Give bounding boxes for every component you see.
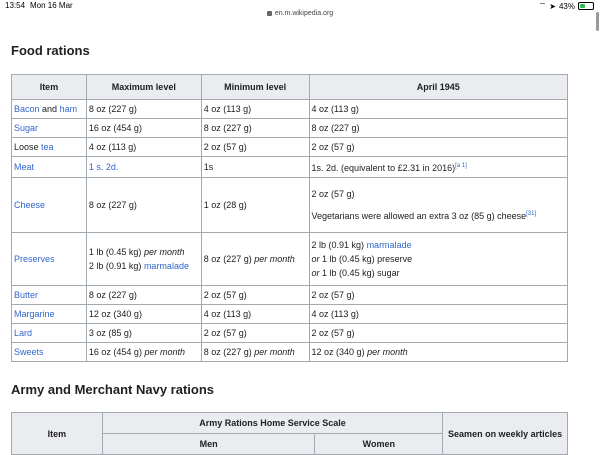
cell-line: [89, 259, 199, 273]
cell-line: [312, 307, 565, 321]
cell-max: [86, 305, 201, 324]
cell-text: 2 oz (57 g): [203, 328, 247, 338]
url-bar[interactable]: [0, 10, 600, 22]
cell-text: 2 oz (57 g): [203, 290, 247, 300]
cell-text: 1 oz (28 g): [203, 200, 247, 210]
cell-min: [201, 157, 309, 178]
cell-max: [86, 324, 201, 343]
table-row: [12, 100, 568, 119]
cell-line: [89, 307, 199, 321]
column-header: Item: [12, 75, 87, 100]
cell-line: [312, 326, 565, 340]
cell-line: [312, 121, 565, 135]
cell-min: [201, 324, 309, 343]
cell-text: 16 oz (454 g): [88, 347, 145, 357]
cell-line: [312, 345, 565, 359]
table-row: [12, 119, 568, 138]
wiki-link[interactable]: Preserves: [14, 254, 55, 264]
table-row: [12, 324, 568, 343]
cell-item: [12, 324, 87, 343]
cell-line: [204, 102, 307, 116]
cell-apr: [309, 138, 567, 157]
italic-text: per month: [254, 347, 295, 357]
table-row: [12, 233, 568, 286]
cell-item: [12, 100, 87, 119]
cell-line: [204, 288, 307, 302]
cell-max: [86, 100, 201, 119]
wiki-link[interactable]: tea: [41, 142, 54, 152]
table-row: [12, 138, 568, 157]
cell-line: [89, 198, 199, 212]
cell-line: [89, 102, 199, 116]
cell-apr: [309, 343, 567, 362]
cell-text: 12 oz (340 g): [311, 347, 368, 357]
cell-item: [12, 119, 87, 138]
cell-line: [312, 207, 565, 223]
cell-item: [12, 157, 87, 178]
table-row: [12, 305, 568, 324]
section-heading-army: Army and Merchant Navy rations: [11, 382, 215, 397]
wiki-link[interactable]: Sweets: [14, 347, 44, 357]
cell-text: 3 oz (85 g): [88, 328, 132, 338]
cell-apr: [309, 119, 567, 138]
cell-text: 2 oz (57 g): [311, 142, 355, 152]
army-col-group: Army Rations Home Service Scale: [102, 413, 442, 434]
status-time: 13:54: [5, 1, 26, 10]
cell-text: 1 lb (0.45 kg): [88, 247, 144, 257]
cell-item: [12, 233, 87, 286]
food-rations-table: [11, 74, 568, 362]
cell-text: 2 lb (0.91 kg): [88, 261, 144, 271]
wiki-link[interactable]: Meat: [14, 162, 35, 172]
cell-line: [312, 288, 565, 302]
cell-text: 4 oz (113 g): [311, 309, 359, 319]
cell-text: 8 oz (227 g): [203, 123, 252, 133]
cell-item: [12, 286, 87, 305]
wiki-link[interactable]: Margarine: [14, 309, 55, 319]
cell-min: [201, 343, 309, 362]
cell-item: [12, 343, 87, 362]
cell-min: [201, 233, 309, 286]
cell-line: [204, 326, 307, 340]
cell-line: [204, 121, 307, 135]
cell-item: [12, 305, 87, 324]
cell-text: 16 oz (454 g): [88, 123, 142, 133]
cell-text: 4 oz (113 g): [88, 142, 137, 152]
cell-line: [312, 266, 565, 280]
cell-text: 8 oz (227 g): [203, 347, 255, 357]
cell-min: [201, 138, 309, 157]
cell-line: [204, 198, 307, 212]
location-icon: ➤: [549, 1, 556, 11]
cell-apr: [309, 100, 567, 119]
cell-line: [89, 345, 199, 359]
wifi-icon: ⌔: [538, 1, 547, 10]
cell-line: [89, 326, 199, 340]
battery-fill: [580, 4, 585, 8]
cell-text: 8 oz (227 g): [203, 254, 255, 264]
cell-line: [204, 252, 307, 266]
cell-text: and: [39, 104, 60, 114]
cell-apr: [309, 178, 567, 233]
cell-line: [312, 140, 565, 154]
cell-text: 2 oz (57 g): [311, 290, 355, 300]
battery-percent: 43%: [558, 1, 575, 11]
cell-max: [86, 343, 201, 362]
column-header: April 1945: [309, 75, 567, 100]
cell-line: [89, 245, 199, 259]
cell-text: 1 lb (0.45 kg) preserve: [319, 254, 413, 264]
cell-apr: [309, 233, 567, 286]
cell-max: [86, 138, 201, 157]
cell-max: [86, 286, 201, 305]
cell-line: [89, 121, 199, 135]
cell-text: 8 oz (227 g): [88, 104, 137, 114]
column-header: Minimum level: [201, 75, 309, 100]
cell-apr: [309, 305, 567, 324]
cell-text: 8 oz (227 g): [88, 200, 137, 210]
cell-line: [204, 140, 307, 154]
cell-line: [89, 140, 199, 154]
cell-item: [12, 178, 87, 233]
status-date: Mon 16 Mar: [30, 1, 73, 10]
reference-link[interactable]: [a 1]: [455, 163, 467, 169]
cell-text: 2 oz (57 g): [203, 142, 247, 152]
wiki-link[interactable]: ham: [59, 104, 78, 114]
cell-text: 1s. 2d. (equivalent to £2.31 in 2016): [311, 163, 456, 173]
cell-max: [86, 119, 201, 138]
italic-text: or: [311, 268, 320, 278]
cell-text: 2 lb (0.91 kg): [311, 240, 367, 250]
cell-text: Loose: [14, 142, 42, 152]
italic-text: per month: [144, 347, 185, 357]
url-text: en.m.wikipedia.org: [274, 10, 334, 17]
wiki-link[interactable]: Bacon: [14, 104, 40, 114]
cell-min: [201, 119, 309, 138]
cell-line: [312, 252, 565, 266]
cell-line: [89, 160, 199, 174]
cell-min: [201, 286, 309, 305]
section-heading-food: Food rations: [11, 43, 90, 58]
wiki-link[interactable]: Lard: [14, 328, 33, 338]
wiki-link[interactable]: Butter: [14, 290, 39, 300]
army-col-seamen: Seamen on weekly articles: [443, 413, 568, 455]
cell-min: [201, 100, 309, 119]
italic-text: per month: [254, 254, 295, 264]
cell-max: [86, 157, 201, 178]
wiki-link[interactable]: marmalade: [366, 240, 412, 250]
cell-apr: [309, 286, 567, 305]
table-row: [12, 286, 568, 305]
cell-line: [204, 345, 307, 359]
cell-apr: [309, 157, 567, 178]
cell-text: 4 oz (113 g): [203, 309, 252, 319]
cell-line: [204, 160, 307, 174]
cell-line: [312, 159, 565, 175]
italic-text: per month: [367, 347, 408, 357]
column-header: Maximum level: [86, 75, 201, 100]
cell-text: Vegetarians were allowed an extra 3 oz (85 g) cheese: [311, 211, 527, 221]
cell-line: [312, 187, 565, 201]
wiki-link[interactable]: 1 s. 2d.: [88, 162, 119, 172]
cell-text: 2 oz (57 g): [311, 189, 355, 199]
army-rations-table: [11, 412, 568, 455]
cell-text: 8 oz (227 g): [88, 290, 137, 300]
army-col-women: Women: [315, 434, 443, 455]
wiki-link[interactable]: Cheese: [14, 200, 46, 210]
italic-text: or: [311, 254, 320, 264]
cell-text: 1 lb (0.45 kg) sugar: [319, 268, 400, 278]
lock-icon: [267, 11, 272, 16]
italic-text: per month: [143, 247, 185, 257]
table-row: [12, 343, 568, 362]
army-col-men: Men: [102, 434, 315, 455]
cell-line: [89, 288, 199, 302]
battery-icon: [578, 2, 594, 10]
reference-link[interactable]: [31]: [526, 211, 537, 217]
wiki-link[interactable]: marmalade: [143, 261, 189, 271]
cell-text: 2 oz (57 g): [311, 328, 355, 338]
table-row: [12, 178, 568, 233]
table-header-row: [12, 75, 568, 100]
cell-text: 8 oz (227 g): [311, 123, 360, 133]
cell-line: [312, 238, 565, 252]
cell-text: 12 oz (340 g): [88, 309, 142, 319]
cell-item: [12, 138, 87, 157]
wiki-link[interactable]: Sugar: [14, 123, 39, 133]
cell-apr: [309, 324, 567, 343]
cell-text: 1s: [203, 162, 214, 172]
cell-line: [312, 102, 565, 116]
cell-max: [86, 233, 201, 286]
cell-text: 4 oz (113 g): [311, 104, 359, 114]
cell-max: [86, 178, 201, 233]
cell-line: [204, 307, 307, 321]
cell-min: [201, 178, 309, 233]
army-col-item: Item: [12, 413, 103, 455]
table-row: [12, 157, 568, 178]
cell-text: 4 oz (113 g): [203, 104, 252, 114]
table-body: [12, 100, 568, 362]
scrollbar[interactable]: [596, 12, 599, 31]
cell-min: [201, 305, 309, 324]
